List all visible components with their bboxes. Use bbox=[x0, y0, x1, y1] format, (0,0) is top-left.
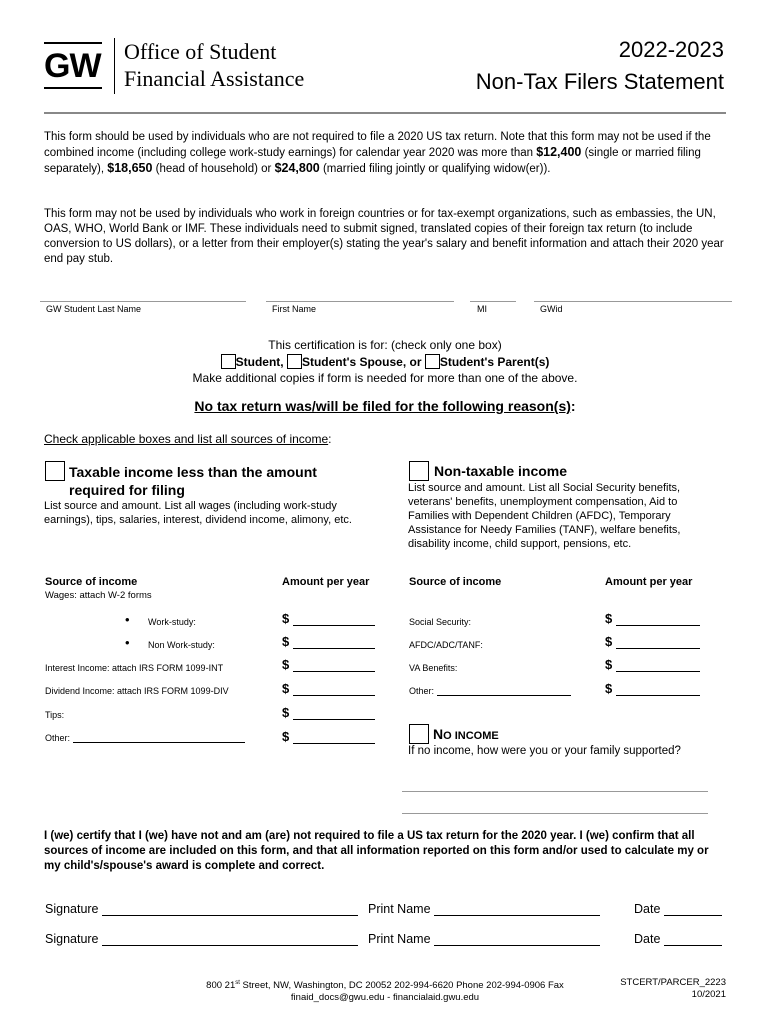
afdc-amount[interactable] bbox=[605, 634, 700, 649]
date-row-2 bbox=[634, 932, 722, 946]
dollar-sign: $ bbox=[282, 729, 290, 744]
taxable-heading-2: required for filing bbox=[69, 482, 185, 498]
dollar-sign: $ bbox=[605, 681, 613, 696]
work-study-bullet: • bbox=[125, 612, 130, 627]
address-suffix: st bbox=[235, 980, 240, 986]
dollar-sign: $ bbox=[282, 657, 290, 672]
form-code: STCERT/PARCER_2223 bbox=[620, 977, 726, 988]
student-option-label: Student, bbox=[235, 355, 287, 369]
work-study-label: Work-study: bbox=[148, 617, 196, 627]
dollar-sign: $ bbox=[605, 634, 613, 649]
intro-text-d: (married filing jointly or qualifying widow(er)). bbox=[319, 163, 551, 175]
non-work-study-amount[interactable] bbox=[282, 634, 375, 649]
taxable-heading bbox=[69, 463, 317, 499]
print-name-line-2[interactable] bbox=[434, 945, 600, 946]
dollar-sign: $ bbox=[282, 634, 290, 649]
reason-heading-text: No tax return was/will be filed for the following reason(s) bbox=[194, 398, 571, 414]
nontaxable-col-amount: Amount per year bbox=[605, 576, 693, 588]
nontaxable-other-amount[interactable] bbox=[605, 681, 700, 696]
print-name-line-1[interactable] bbox=[434, 915, 600, 916]
certification-statement: I (we) certify that I (we) have not and am (are) not required to file a US tax return for the 2020 year. I (we) confirm that all sources of income are included on this form, and that all information reported on this form and/or used to calculate my or my child's/spouse's award is complete and correct. bbox=[44, 830, 709, 872]
no-income-answer-line-2[interactable] bbox=[402, 813, 708, 814]
dollar-sign: $ bbox=[282, 611, 290, 626]
signature-row-1 bbox=[45, 902, 358, 916]
social-security-amount[interactable] bbox=[605, 611, 700, 626]
interest-income-amount[interactable] bbox=[282, 657, 375, 672]
signature-line-2[interactable] bbox=[102, 945, 358, 946]
va-benefits-label: VA Benefits: bbox=[409, 663, 458, 673]
intro-paragraph-2: This form may not be used by individuals who work in foreign countries or for tax-exempt organizations, such as embassies, the UN, OAS, WHO, World Bank or IMF. These individuals need to submit signed, translated copies of their foreign tax return (to include conversion to US dollars), or a letter from their employer(s) stating the year's salary and benefit information and attach their 2020 year end pay stub. bbox=[44, 208, 724, 265]
nontaxable-description: List source and amount. List all Social Security benefits, veterans' benefits, unemployment compensation, Aid to Families with Dependent Children (AFDC), Temporary Assistance for Needy Families (TANF), welfare benefits, disability income, child support, pensions, etc. bbox=[408, 482, 681, 550]
taxable-col-source: Source of income bbox=[45, 576, 138, 588]
print-name-label: Print Name bbox=[368, 902, 431, 916]
spouse-option-label: Student's Spouse, or bbox=[301, 355, 425, 369]
office-name bbox=[124, 38, 304, 92]
taxable-checkbox[interactable] bbox=[45, 461, 65, 483]
gw-logo bbox=[44, 42, 104, 94]
date-row-1 bbox=[634, 902, 722, 916]
certification-line-3: Make additional copies if form is needed for more than one of the above. bbox=[192, 371, 578, 385]
dollar-sign: $ bbox=[282, 681, 290, 696]
reason-heading-colon: : bbox=[570, 398, 576, 414]
no-income-question: If no income, how were you or your family supported? bbox=[408, 745, 681, 757]
print-name-row-1 bbox=[368, 902, 600, 916]
taxable-other-label bbox=[45, 733, 245, 743]
check-instruction-colon: : bbox=[328, 432, 332, 446]
parent-checkbox[interactable] bbox=[425, 354, 440, 369]
no-income-heading bbox=[433, 726, 499, 744]
form-date: 10/2021 bbox=[691, 989, 726, 1000]
taxable-other-source-line[interactable] bbox=[73, 742, 245, 743]
nontaxable-other-source-line[interactable] bbox=[437, 695, 571, 696]
form-title: Non-Tax Filers Statement bbox=[475, 69, 724, 94]
intro-text-b: (single or married filing separately), bbox=[44, 147, 701, 175]
signature-label: Signature bbox=[45, 902, 99, 916]
footer-contact: finaid_docs@gwu.edu - financialaid.gwu.edu bbox=[290, 992, 480, 1004]
print-name-label: Print Name bbox=[368, 932, 431, 946]
first-name-line[interactable] bbox=[266, 301, 454, 302]
taxable-heading-1: Taxable income less than the amount bbox=[69, 464, 317, 480]
intro-paragraph-1 bbox=[44, 130, 726, 177]
nontaxable-col-source: Source of income bbox=[409, 576, 502, 588]
nontaxable-heading: Non-taxable income bbox=[434, 463, 568, 479]
certification-options bbox=[0, 354, 770, 370]
dollar-sign: $ bbox=[605, 657, 613, 672]
tips-label: Tips: bbox=[45, 710, 65, 720]
intro-text-c: (head of household) or bbox=[152, 163, 275, 175]
date-line-1[interactable] bbox=[664, 915, 722, 916]
tips-amount[interactable] bbox=[282, 705, 375, 720]
date-line-2[interactable] bbox=[664, 945, 722, 946]
date-label: Date bbox=[634, 932, 661, 946]
check-instruction-text: Check applicable boxes and list all sources of income bbox=[44, 432, 329, 446]
no-income-checkbox[interactable] bbox=[409, 724, 429, 746]
reason-heading bbox=[0, 398, 770, 414]
non-work-study-bullet: • bbox=[125, 635, 130, 650]
last-name-line[interactable] bbox=[40, 301, 246, 302]
non-work-study-label: Non Work-study: bbox=[148, 640, 215, 650]
wages-note: Wages: attach W-2 forms bbox=[45, 590, 152, 601]
certification-line-1: This certification is for: (check only one box) bbox=[268, 338, 502, 352]
office-line-1: Office of Student bbox=[124, 39, 277, 64]
signature-label: Signature bbox=[45, 932, 99, 946]
parent-option-label: Student's Parent(s) bbox=[439, 355, 550, 369]
certification-for bbox=[0, 338, 770, 386]
mi-label: MI bbox=[477, 304, 487, 314]
no-income-heading-rest: O INCOME bbox=[443, 730, 499, 742]
intro-text-a: This form should be used by individuals who are not required to file a 2020 US tax return. Note that this form may not be used if the combined income (including college work-study earnings) for calendar year 2020 was more than bbox=[44, 131, 711, 159]
mi-line[interactable] bbox=[470, 301, 516, 302]
date-label: Date bbox=[634, 902, 661, 916]
work-study-amount[interactable] bbox=[282, 611, 375, 626]
gwid-line[interactable] bbox=[534, 301, 732, 302]
signature-row-2 bbox=[45, 932, 358, 946]
nontaxable-checkbox[interactable] bbox=[409, 461, 429, 483]
threshold-joint: $24,800 bbox=[274, 161, 320, 175]
taxable-description: List source and amount. List all wages (including work-study earnings), tips, salaries, interest, dividend income, alimony, etc. bbox=[44, 500, 352, 526]
no-income-heading-n: N bbox=[433, 726, 444, 742]
taxable-other-amount[interactable] bbox=[282, 729, 375, 744]
address-street-number: 800 21 bbox=[206, 980, 236, 992]
footer-code bbox=[620, 977, 726, 1001]
dividend-income-label: Dividend Income: attach IRS FORM 1099-DIV bbox=[45, 686, 229, 696]
student-checkbox[interactable] bbox=[221, 354, 236, 369]
taxable-col-amount: Amount per year bbox=[282, 576, 370, 588]
taxable-other-text: Other: bbox=[45, 733, 71, 743]
afdc-label: AFDC/ADC/TANF: bbox=[409, 640, 483, 650]
social-security-label: Social Security: bbox=[409, 617, 472, 627]
dollar-sign: $ bbox=[605, 611, 613, 626]
form-year: 2022-2023 bbox=[618, 37, 724, 62]
threshold-single: $12,400 bbox=[536, 145, 582, 159]
interest-income-label: Interest Income: attach IRS FORM 1099-INT bbox=[45, 663, 224, 673]
first-name-label: First Name bbox=[272, 304, 317, 314]
address-rest: Street, NW, Washington, DC 20052 202-994-6620 Phone 202-994-0906 Fax bbox=[239, 980, 564, 992]
footer-address-line bbox=[150, 977, 620, 992]
nontaxable-other-label bbox=[409, 686, 571, 696]
logo-divider bbox=[114, 38, 115, 94]
header-rule bbox=[44, 112, 726, 114]
last-name-label: GW Student Last Name bbox=[46, 304, 142, 314]
check-instruction bbox=[44, 432, 332, 447]
va-benefits-amount[interactable] bbox=[605, 657, 700, 672]
footer-address bbox=[150, 977, 620, 1004]
no-income-answer-line-1[interactable] bbox=[402, 791, 708, 792]
print-name-row-2 bbox=[368, 932, 600, 946]
nontaxable-other-text: Other: bbox=[409, 686, 435, 696]
spouse-checkbox[interactable] bbox=[287, 354, 302, 369]
office-line-2: Financial Assistance bbox=[124, 66, 305, 91]
dividend-income-amount[interactable] bbox=[282, 681, 375, 696]
gwid-label: GWid bbox=[540, 304, 563, 314]
signature-line-1[interactable] bbox=[102, 915, 358, 916]
gw-logo-text: GW bbox=[44, 47, 101, 85]
threshold-head: $18,650 bbox=[107, 161, 153, 175]
dollar-sign: $ bbox=[282, 705, 290, 720]
